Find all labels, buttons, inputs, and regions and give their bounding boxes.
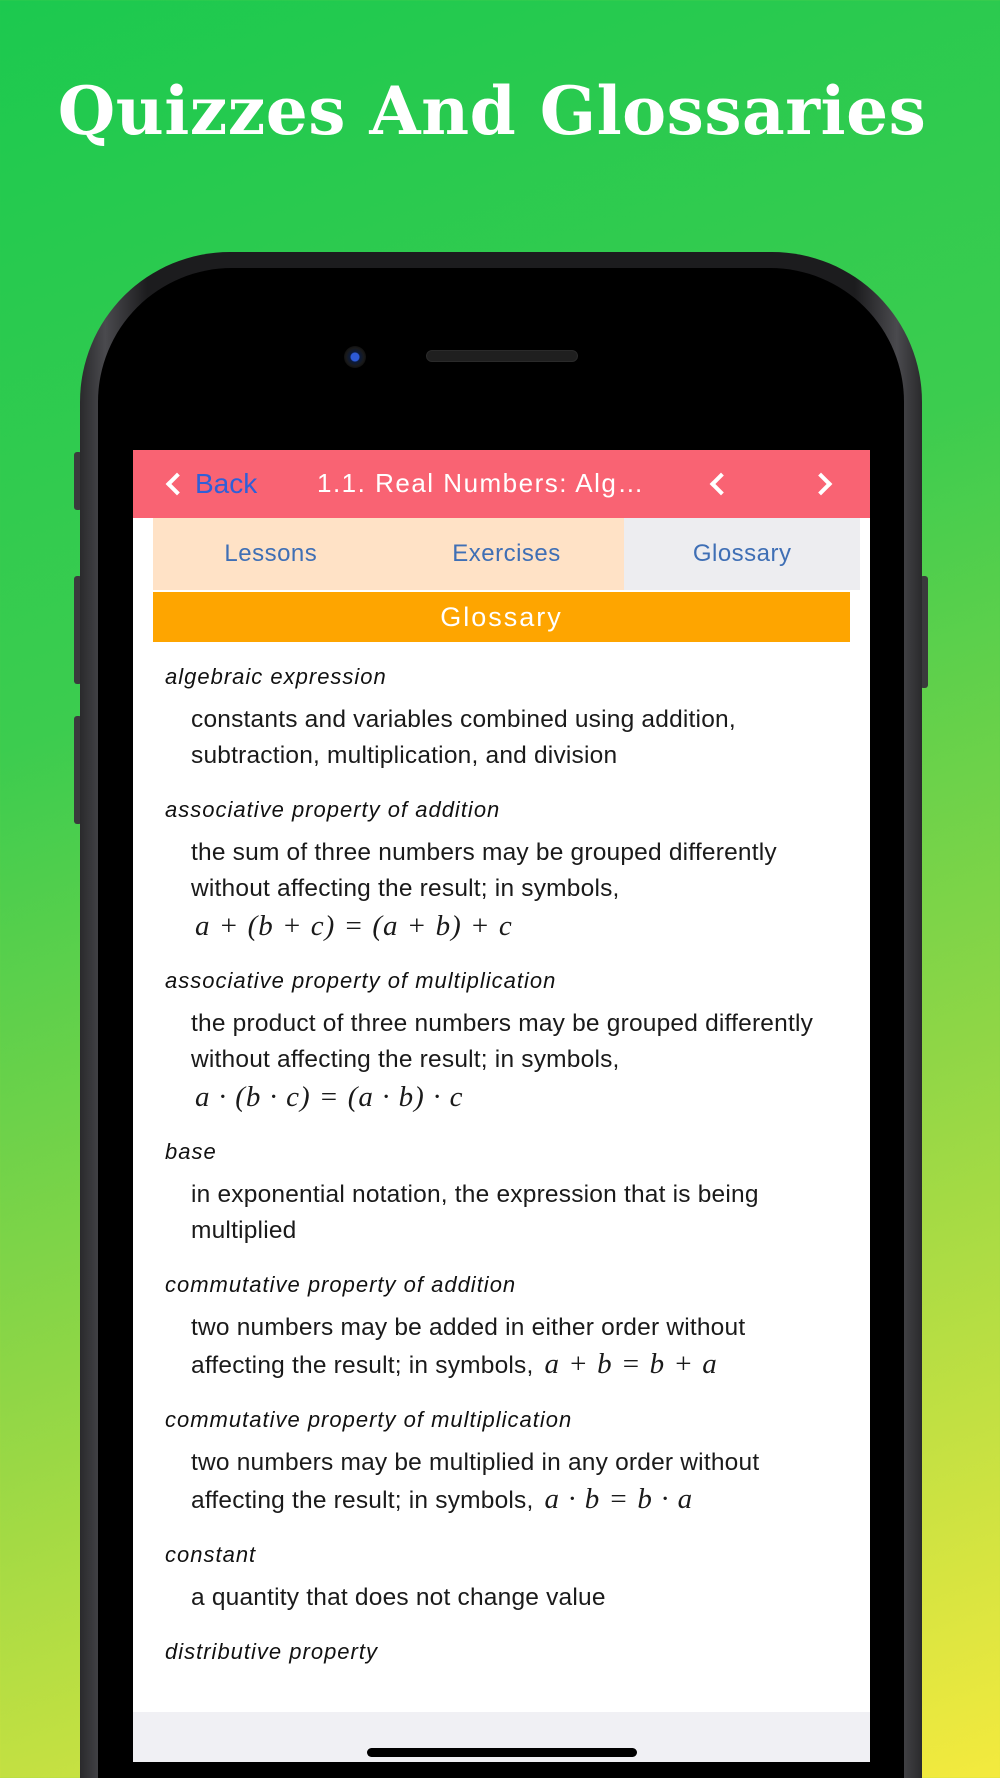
app-screen xyxy=(133,450,870,1762)
next-button[interactable] xyxy=(803,468,839,500)
navigation-bar xyxy=(133,450,870,518)
math-formula: a + (b + c) = (a + b) + c xyxy=(195,910,513,942)
glossary-definition xyxy=(191,835,845,945)
glossary-definition xyxy=(191,1177,845,1249)
glossary-entry xyxy=(165,966,845,1116)
section-banner: Glossary xyxy=(153,592,850,642)
glossary-term: commutative property of addition xyxy=(165,1272,517,1297)
glossary-entry xyxy=(165,1137,845,1249)
tab-lessons[interactable]: Lessons xyxy=(153,518,389,590)
glossary-term: distributive property xyxy=(165,1639,378,1664)
chevron-left-icon xyxy=(166,473,189,496)
lesson-title: 1.1. Real Numbers: Alg… xyxy=(317,468,645,498)
earpiece-speaker xyxy=(426,350,578,362)
definition-text: in exponential notation, the expression that is being multiplied xyxy=(191,1181,759,1244)
glossary-term: associative property of multiplication xyxy=(165,968,557,993)
glossary-definition xyxy=(191,1006,845,1116)
glossary-term: associative property of addition xyxy=(165,797,501,822)
glossary-list[interactable] xyxy=(165,662,845,1688)
previous-button[interactable] xyxy=(703,468,739,500)
glossary-definition xyxy=(191,1310,845,1384)
back-label: Back xyxy=(195,468,258,499)
glossary-term: algebraic expression xyxy=(165,664,387,689)
section-tabs xyxy=(153,518,860,590)
definition-text: the sum of three numbers may be grouped differently without affecting the result; in symbols, xyxy=(191,839,777,902)
glossary-entry xyxy=(165,1405,845,1519)
definition-text: the product of three numbers may be grouped differently without affecting the result; in symbols, xyxy=(191,1010,814,1073)
chevron-left-icon xyxy=(710,473,733,496)
definition-text: two numbers may be multiplied in any order without affecting the result; in symbols, xyxy=(191,1449,760,1514)
glossary-term: base xyxy=(165,1139,217,1164)
definition-text: a quantity that does not change value xyxy=(191,1584,606,1611)
glossary-entry xyxy=(165,1270,845,1384)
glossary-definition xyxy=(191,1580,845,1616)
promo-headline: Quizzes And Glossaries xyxy=(57,72,927,150)
glossary-definition xyxy=(191,1445,845,1519)
glossary-entry xyxy=(165,1637,845,1667)
definition-text: constants and variables combined using addition, subtraction, multiplication, and division xyxy=(191,706,736,769)
glossary-entry xyxy=(165,795,845,945)
glossary-term: commutative property of multiplication xyxy=(165,1407,573,1432)
glossary-term: constant xyxy=(165,1542,257,1567)
front-camera xyxy=(344,346,366,368)
glossary-definition xyxy=(191,702,845,774)
math-formula: a · b = b · a xyxy=(544,1483,694,1515)
math-formula: a + b = b + a xyxy=(544,1348,718,1380)
definition-text: two numbers may be added in either order without affecting the result; in symbols, xyxy=(191,1314,746,1379)
back-button[interactable] xyxy=(161,466,257,502)
math-formula: a · (b · c) = (a · b) · c xyxy=(195,1081,464,1113)
home-indicator[interactable] xyxy=(367,1748,637,1757)
glossary-entry xyxy=(165,1540,845,1616)
tab-exercises[interactable]: Exercises xyxy=(389,518,625,590)
tab-glossary[interactable]: Glossary xyxy=(624,518,860,590)
chevron-right-icon xyxy=(810,473,833,496)
glossary-entry xyxy=(165,662,845,774)
